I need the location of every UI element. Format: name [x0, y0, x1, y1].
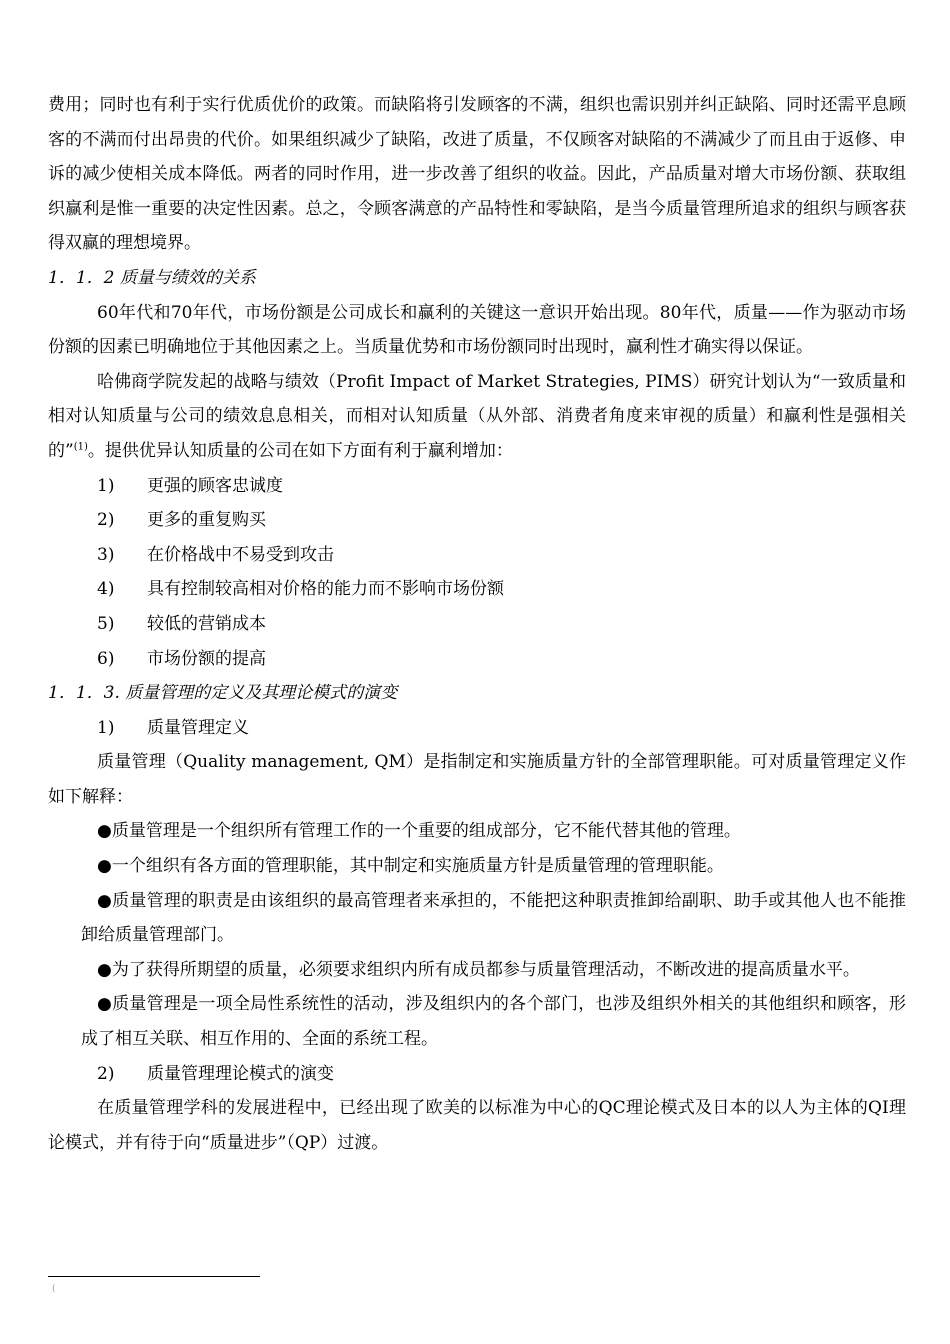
bullet-item [48, 987, 906, 1056]
list-item [48, 538, 906, 573]
subsection-title: 质量管理理论模式的演变 [147, 1063, 334, 1084]
list-number: 2) [97, 1063, 115, 1084]
subsection-title: 质量管理定义 [147, 717, 249, 738]
paragraph-qm-definition: 质量管理（Quality management, QM）是指制定和实施质量方针的全部管理职能。可对质量管理定义作如下解释： [48, 752, 906, 807]
benefit-list [48, 469, 906, 677]
list-number: 3) [97, 544, 115, 565]
list-item [48, 503, 906, 538]
list-number: 2) [97, 510, 115, 531]
list-number: 4) [97, 579, 115, 600]
paragraph-theory-evolution: 在质量管理学科的发展进程中，已经出现了欧美的以标准为中心的QC理论模式及日本的以人为主体的QI理论模式，并有待于向“质量进步”（QP）过渡。 [48, 1098, 906, 1153]
list-number: 1) [97, 717, 115, 738]
document-page [48, 88, 906, 1160]
list-text: 更多的重复购买 [147, 510, 266, 531]
subsection-heading [48, 1057, 906, 1092]
pims-text-cont: 。提供优异认知质量的公司在如下方面有利于赢利增加： [87, 440, 513, 461]
section-heading-1-1-2: 1．1．2 质量与绩效的关系 [48, 267, 256, 288]
bullet-icon: ● [97, 890, 113, 911]
list-number: 6) [97, 648, 115, 669]
paragraph-market-share: 60年代和70年代，市场份额是公司成长和赢利的关键这一意识开始出现。80年代，质量——作为驱动市场份额的因素已明确地位于其他因素之上。当质量优势和市场份额同时出现时，赢利性才确实得以保证。 [48, 302, 906, 358]
list-text: 具有控制较高相对价格的能力而不影响市场份额 [147, 579, 504, 600]
list-text: 市场份额的提高 [147, 648, 266, 669]
list-text: 更强的顾客忠诚度 [147, 475, 283, 496]
pims-text: 哈佛商学院发起的战略与绩效（Profit Impact of Market Strategies, PIMS）研究计划认为“一致质量和相对认知质量与公司的绩效息息相关，而相对认知质量（从外部、消费者角度来审视的质量）和赢利性是强相关的” [48, 371, 906, 461]
list-number: 1) [97, 475, 115, 496]
bullet-item [48, 814, 906, 849]
bullet-icon: ● [97, 821, 112, 842]
list-item [48, 572, 906, 607]
list-text: 在价格战中不易受到攻击 [147, 544, 334, 565]
paragraph-quality-benefit: 费用；同时也有利于实行优质优价的政策。而缺陷将引发顾客的不满，组织也需识别并纠正缺陷、同时还需平息顾客的不满而付出昂贵的代价。如果组织减少了缺陷，改进了质量，不仅顾客对缺陷的不满减少了而且由于返修、申诉的减少使相关成本降低。两者的同时作用，进一步改善了组织的收益。因此，产品质量对增大市场份额、获取组织赢利是惟一重要的决定性因素。总之，令顾客满意的产品特性和零缺陷，是当今质量管理所追求的组织与顾客获得双赢的理想境界。 [48, 95, 906, 254]
list-item [48, 469, 906, 504]
list-text: 较低的营销成本 [147, 613, 266, 634]
section-heading-1-1-3: 1．1．3. 质量管理的定义及其理论模式的演变 [48, 683, 398, 704]
bullet-item [48, 884, 906, 953]
footnote-divider [48, 1276, 260, 1277]
bullet-icon: ● [97, 856, 112, 877]
list-number: 5) [97, 613, 115, 634]
bullet-item [48, 953, 906, 988]
bullet-text: 质量管理是一个组织所有管理工作的一个重要的组成部分，它不能代替其他的管理。 [111, 821, 741, 842]
bullet-list [48, 814, 906, 1056]
bullet-item [48, 849, 906, 884]
paragraph-pims [48, 365, 906, 469]
bullet-icon: ● [97, 959, 112, 980]
bullet-text: 质量管理的职责是由该组织的最高管理者来承担的，不能把这种职责推卸给副职、助手或其他人也不能推卸给质量管理部门。 [81, 890, 906, 946]
bullet-text: 质量管理是一项全局性系统性的活动，涉及组织内的各个部门，也涉及组织外相关的其他组织和顾客，形成了相互关联、相互作用的、全面的系统工程。 [81, 994, 906, 1050]
bullet-text: 为了获得所期望的质量，必须要求组织内所有成员都参与质量管理活动，不断改进的提高质量水平。 [111, 959, 860, 980]
list-item [48, 607, 906, 642]
list-item [48, 642, 906, 677]
footnote-marker: ( [52, 1284, 56, 1294]
footnote-reference: (1) [73, 441, 88, 453]
bullet-icon: ● [97, 994, 113, 1015]
bullet-text: 一个组织有各方面的管理职能，其中制定和实施质量方针是质量管理的管理职能。 [111, 856, 724, 877]
subsection-heading [48, 711, 906, 746]
